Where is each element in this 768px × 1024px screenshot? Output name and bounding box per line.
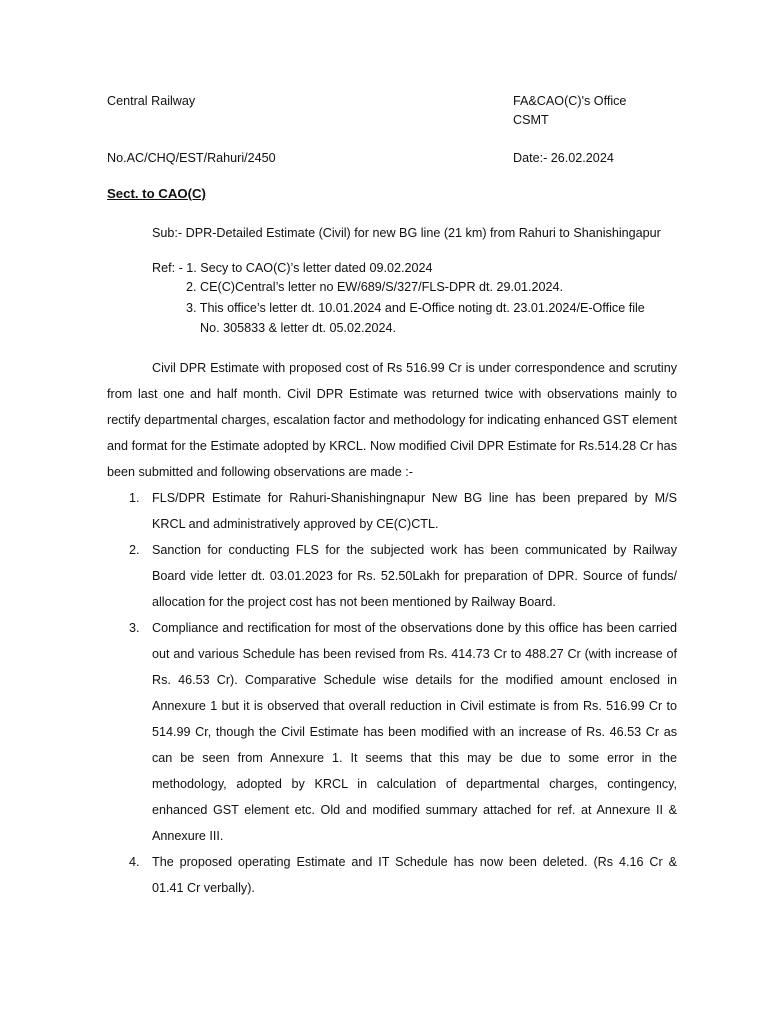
office-name-line1: FA&CAO(C)'s Office — [513, 94, 627, 108]
reference-item-1: Ref: - 1. Secy to CAO(C)’s letter dated 09.02.2024 — [152, 261, 433, 275]
list-item-number: 2. — [129, 543, 140, 557]
addressee-heading: Sect. to CAO(C) — [107, 186, 206, 201]
list-item — [107, 849, 677, 901]
letter-date: Date:- 26.02.2024 — [513, 151, 614, 165]
list-item — [107, 537, 677, 615]
intro-paragraph — [107, 355, 677, 485]
list-item-number: 1. — [129, 491, 140, 505]
list-item-number: 3. — [129, 621, 140, 635]
subject-line: Sub:- DPR-Detailed Estimate (Civil) for new BG line (21 km) from Rahuri to Shanishingapur — [152, 226, 661, 240]
list-item-text: Compliance and rectification for most of the observations done by this office has been carried out and various Schedule has been revised from Rs. 414.73 Cr to 488.27 Cr (with increase of Rs. 46.53 Cr). Comparative Schedule wise details for the modified amount enclosed in Annexure 1 but it is observed that overall reduction in Civil estimate is from Rs. 516.99 Cr to 514.99 Cr, though the Civil Estimate has been modified with an increase of Rs. 46.53 Cr as can be seen from Annexure 1. It seems that this may be due to some error in the methodology, adopted by KRCL in calculation of departmental charges, contingency, enhanced GST element etc. Old and modified summary attached for ref. at Annexure II & Annexure III. — [152, 621, 677, 843]
reference-item-3: 3. This office’s letter dt. 10.01.2024 and E-Office noting dt. 23.01.2024/E-Office file — [186, 301, 645, 315]
observations-list — [107, 485, 677, 901]
list-item-text: The proposed operating Estimate and IT Schedule has now been deleted. (Rs 4.16 Cr & 01.41 Cr verbally). — [152, 855, 677, 895]
organization-name: Central Railway — [107, 94, 196, 108]
intro-text: Civil DPR Estimate with proposed cost of Rs 516.99 Cr is under correspondence and scrutiny from last one and half month. Civil DPR Estimate was returned twice with observations mainly to rectify departmental charges, escalation factor and methodology for indicating enhanced GST element and format for the Estimate adopted by KRCL. Now modified Civil DPR Estimate for Rs.514.28 Cr has been submitted and following observations are made :- — [107, 361, 677, 479]
office-name-line2: CSMT — [513, 113, 549, 127]
reference-item-2: 2. CE(C)Central’s letter no EW/689/S/327/FLS-DPR dt. 29.01.2024. — [186, 280, 564, 294]
list-item-text: FLS/DPR Estimate for Rahuri-Shanishingnapur New BG line has been prepared by M/S KRCL and administratively approved by CE(C)CTL. — [152, 491, 677, 531]
list-item — [107, 615, 677, 849]
list-item — [107, 485, 677, 537]
reference-item-3-continued: No. 305833 & letter dt. 05.02.2024. — [200, 321, 397, 335]
reference-number: No.AC/CHQ/EST/Rahuri/2450 — [107, 151, 276, 165]
list-item-text: Sanction for conducting FLS for the subjected work has been communicated by Railway Board vide letter dt. 03.01.2023 for Rs. 52.50Lakh for preparation of DPR. Source of funds/ allocation for the project cost has not been mentioned by Railway Board. — [152, 543, 677, 609]
list-item-number: 4. — [129, 855, 140, 869]
